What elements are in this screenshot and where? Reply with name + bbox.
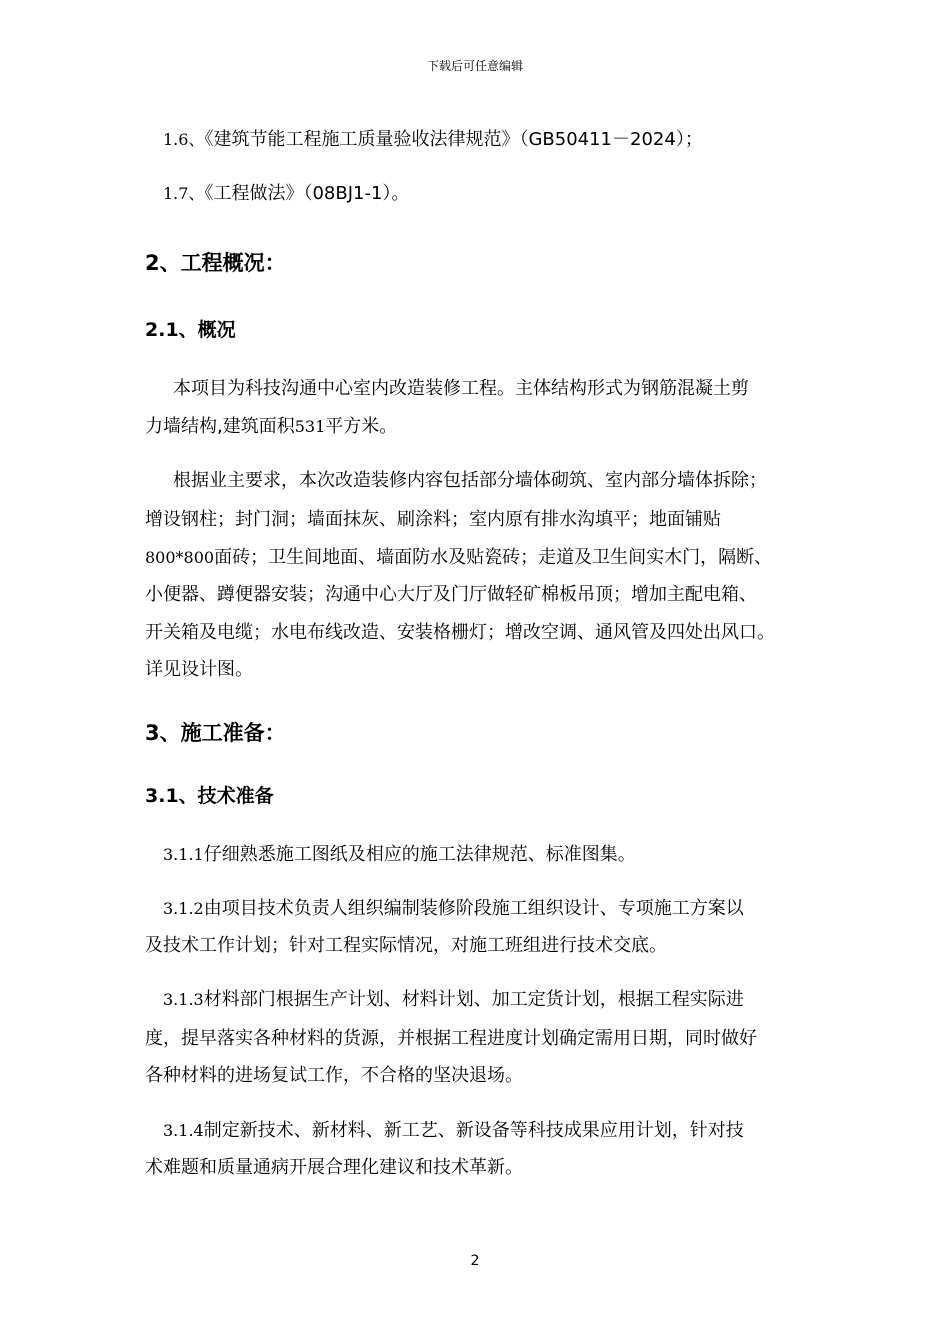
ref-number: 1.7、 [163,184,205,203]
section-heading-3: 3、施工准备： [145,721,286,745]
paragraph-line: 根据业主要求，本次改造装修内容包括部分墙体砌筑、室内部分墙体拆除； [173,470,767,491]
clause-text: 制定新技术、新材料、新工艺、新设备等科技成果应用计划，针对技 [203,1120,744,1141]
clause-number: 3.1.4 [163,1121,204,1140]
paragraph-line: 增设钢柱；封门洞；墙面抹灰、刷涂料；室内原有排水沟填平；地面铺贴 [145,509,721,530]
text-span: 力墙结构,建筑面积 [145,416,295,437]
clause-text: 材料部门根据生产计划、材料计划、加工定货计划，根据工程实际进 [203,989,744,1010]
ref-item-1-6 [163,125,843,155]
ref-text: 《建筑节能工程施工质量验收法律规范》（GB50411－2024）； [204,129,703,150]
paragraph-3-1-4 [163,1116,843,1146]
paragraph-line: 各种材料的进场复试工作，不合格的坚决退场。 [145,1065,523,1086]
paragraph-line: 度，提早落实各种材料的货源，并根据工程进度计划确定需用日期，同时做好 [145,1028,757,1049]
ref-text: 《工程做法》（08BJ1-1）。 [204,183,410,204]
page-header: 下载后可任意编辑 [426,59,523,73]
clause-number: 3.1.3 [163,990,204,1009]
paragraph-line: 术难题和质量通病开展合理化建议和技术革新。 [145,1157,523,1178]
paragraph-3-1-2 [163,894,843,924]
paragraph-line [145,543,825,573]
paragraph-line: 本项目为科技沟通中心室内改造装修工程。主体结构形式为钢筋混凝土剪 [173,378,749,399]
tile-size-number: 800*800 [145,548,215,567]
paragraph-3-1-3 [163,985,843,1015]
section-heading-2: 2、工程概况： [145,251,286,275]
paragraph-3-1-1 [163,840,843,870]
subsection-heading-2-1: 2.1、概况 [145,319,236,341]
clause-text: 由项目技术负责人组织编制装修阶段施工组织设计、专项施工方案以 [203,898,744,919]
clause-number: 3.1.1 [163,845,204,864]
page-number: 2 [470,1253,480,1269]
clause-text: 仔细熟悉施工图纸及相应的施工法律规范、标准图集。 [203,844,636,865]
text-span: 面砖；卫生间地面、墙面防水及贴瓷砖；走道及卫生间实木门，隔断、 [214,547,773,568]
text-span: 平方米。 [325,416,398,437]
paragraph-line: 详见设计图。 [145,659,253,680]
paragraph-line: 小便器、蹲便器安装；沟通中心大厅及门厅做轻矿棉板吊顶；增加主配电箱、 [145,584,757,605]
ref-number: 1.6、 [163,130,205,149]
paragraph-line [145,412,825,442]
area-number: 531 [294,417,326,436]
paragraph-line: 及技术工作计划；针对工程实际情况，对施工班组进行技术交底。 [145,935,667,956]
paragraph-line: 开关箱及电缆；水电布线改造、安装格栅灯；增改空调、通风管及四处出风口。 [145,622,775,643]
clause-number: 3.1.2 [163,899,204,918]
ref-item-1-7 [163,179,843,209]
subsection-heading-3-1: 3.1、技术准备 [145,785,274,807]
